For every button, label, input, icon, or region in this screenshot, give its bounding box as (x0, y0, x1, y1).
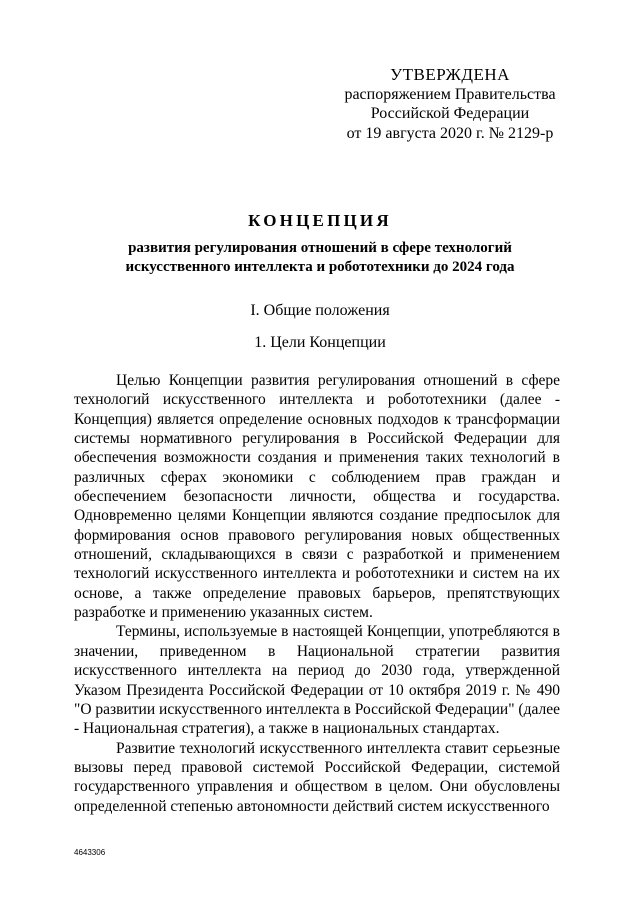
approval-heading: УТВЕРЖДЕНА (390, 65, 510, 84)
subsection-heading: 1. Цели Концепции (254, 334, 386, 351)
document-body (74, 371, 560, 816)
section-heading: I. Общие положения (250, 302, 390, 319)
approval-line-2: Российской Федерации (370, 105, 530, 122)
subtitle-line-2: искусственного интеллекта и робототехники до 2024 года (125, 259, 515, 275)
approval-stamp (330, 65, 570, 143)
document-number: 4643306 (74, 848, 106, 857)
document-title: КОНЦЕПЦИЯ (248, 211, 392, 230)
subtitle-line-1: развития регулирования отношений в сфере технологий (128, 240, 512, 256)
paragraph: Термины, используемые в настоящей Концепции, употребляются в значении, приведенном в Национальной стратегии развития искусственного интеллекта на период до 2030 года, утвержденной Указом Президента Российской Федерации от 10 октября 2019 г. № 490 "О развитии искусственного интеллекта в Российской Федерации" (далее - Национальная стратегия), а также в национальных стандартах. (74, 623, 560, 738)
paragraph: Развитие технологий искусственного интеллекта ставит серьезные вызовы перед правовой системой Российской Федерации, системой государственного управления и обществом в целом. Они обусловлены определенной степенью автономности действий систем искусственного (74, 739, 560, 815)
document-subtitle (70, 239, 570, 277)
approval-line-1: распоряжением Правительства (344, 85, 556, 103)
paragraph: Целью Концепции развития регулирования отношений в сфере технологий искусственного интеллекта и робототехники (далее - Концепция) является определение основных подходов к трансформации системы нормативного регулирования в Российской Федерации для обеспечения возможности создания и применения таких технологий в различных сферах экономики с соблюдением прав граждан и обеспечением безопасности личности, общества и государства. Одновременно целями Концепции являются создание предпосылок для формирования основ правового регулирования новых общественных отношений, складывающихся в связи с разработкой и применением технологий искусственного интеллекта и робототехники и систем на их основе, а также определение правовых барьеров, препятствующих разработке и применению указанных систем. (74, 372, 560, 622)
approval-line-3: от 19 августа 2020 г. № 2129-р (346, 124, 554, 142)
